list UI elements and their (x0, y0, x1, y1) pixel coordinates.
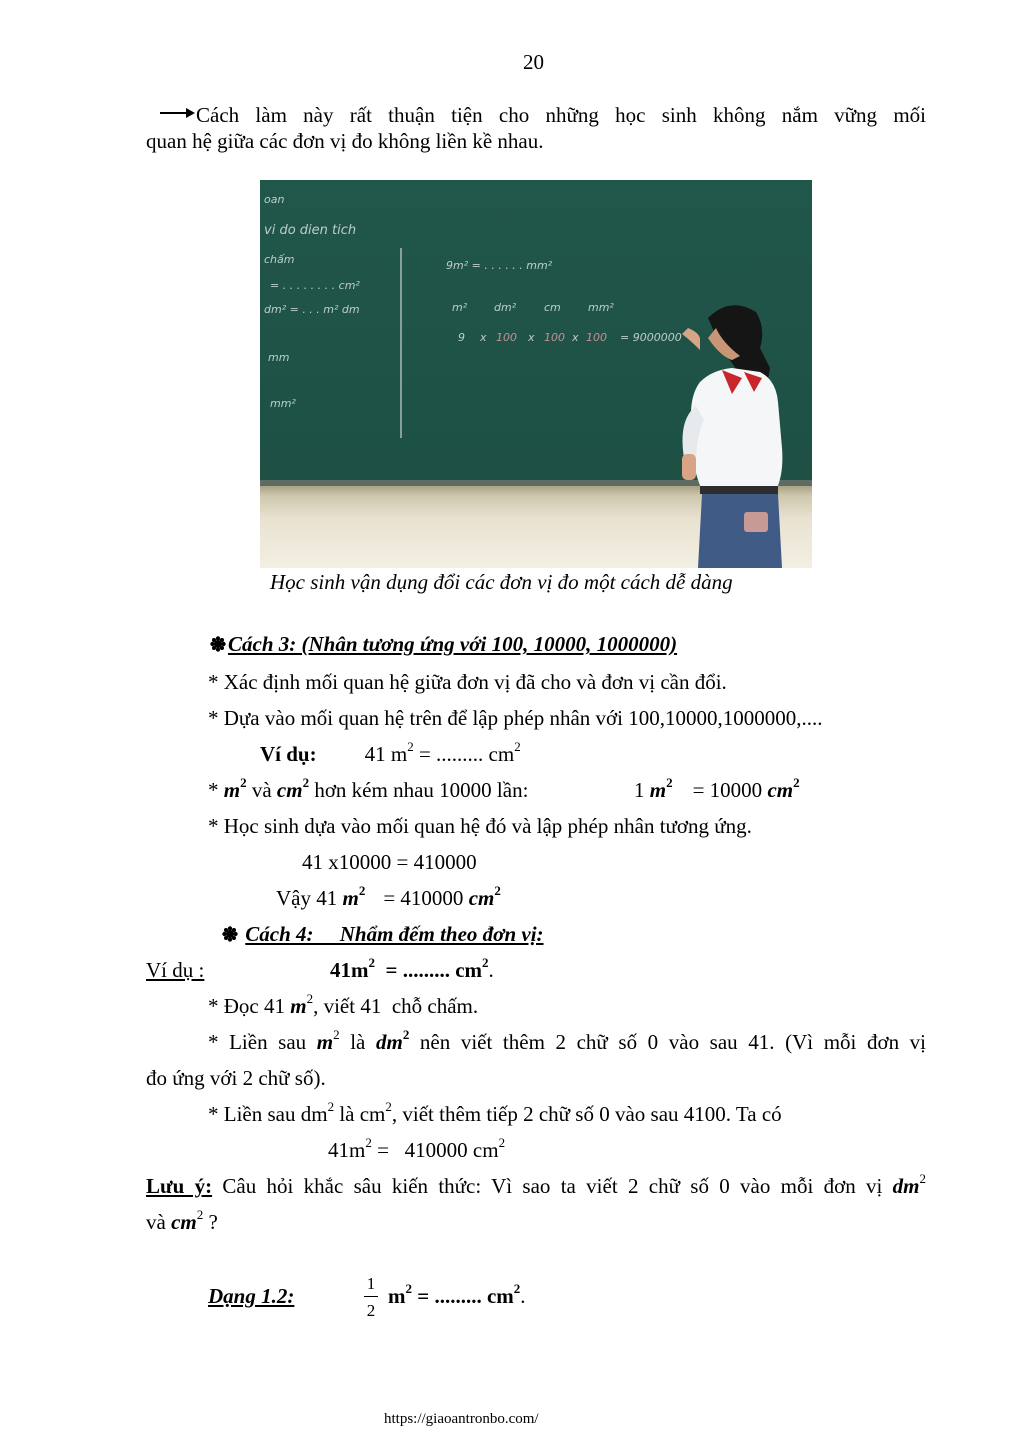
arrow-right-icon (158, 103, 196, 117)
board-symbol: x (480, 331, 487, 344)
board-text: 9m² = . . . . . . mm² (446, 259, 553, 272)
classroom-photo (260, 180, 812, 568)
board-text: dm² = . . . m² dm (264, 303, 360, 316)
board-number: 9 (458, 331, 465, 344)
note-line-2: và $cm^2$ ? (146, 1207, 218, 1234)
board-unit: m² (452, 301, 468, 314)
dang-label: Dạng 1.2: (208, 1284, 295, 1308)
cach3-step1: * Xác định mối quan hệ giữa đơn vị đã cho và đơn vị cần đổi. (208, 670, 727, 694)
board-text: vi do dien tich (264, 223, 357, 238)
intro-line-2: quan hệ giữa các đơn vị đo không liền kề nhau. (146, 129, 544, 153)
board-number: 100 (544, 331, 565, 344)
note-line-1: Lưu ý: Câu hỏi khắc sâu kiến thức: Vì sao ta viết 2 chữ số 0 vào mỗi đơn vị $dm^2$ (146, 1171, 927, 1198)
board-text: mm² (270, 397, 296, 410)
cach4-final: $41m^2 = 410000$ $cm^2$ (328, 1135, 506, 1162)
flower-bullet-icon (222, 926, 238, 942)
cach3-heading (210, 634, 677, 655)
cach3-title: Cách 3: (Nhân tương ứng với 100, 10000, 1000000) (228, 632, 678, 656)
board-number: 100 (496, 331, 517, 344)
cach3-result: Vậy 41 $m^2 = 410000$ $cm^2$ (276, 883, 501, 910)
photo-caption: Học sinh vận dụng đổi các đơn vị đo một cách dễ dàng (270, 570, 733, 594)
board-text: chấm (264, 253, 295, 266)
page-number: 20 (523, 50, 544, 74)
cach4-after1-line2: đo ứng với 2 chữ số). (146, 1066, 326, 1090)
cach4-after1-line1: * Liền sau $m^2$ là $dm^2$ nên viết thêm 2 chữ số 0 vào sau 41. (Vì mỗi đơn vị (208, 1027, 927, 1054)
cach3-relation-value: 1 $m^2 = 10000$ $cm^2$ (634, 775, 800, 802)
flower-bullet-icon (210, 636, 226, 652)
cach3-step3: * Học sinh dựa vào mối quan hệ đó và lập phép nhân tương ứng. (208, 814, 752, 838)
cach3-calculation: 41 x10000 = 410000 (302, 850, 477, 874)
cach3-relation: * $m^2$ và $cm^2$ hơn kém nhau 10000 lần: (208, 775, 529, 802)
cach4-heading (222, 924, 544, 945)
board-divider-line (400, 248, 402, 438)
board-text: = . . . . . . . . cm² (270, 279, 360, 292)
note-label: Lưu ý: (146, 1174, 213, 1198)
board-text: oan (264, 193, 285, 206)
board-number: 100 (586, 331, 607, 344)
board-unit: cm (544, 301, 561, 314)
board-symbol: x (528, 331, 535, 344)
footer-url[interactable]: https://giaoantronbo.com/ (384, 1411, 539, 1427)
cach3-example: Ví dụ: 41 $m^2$ = ......... $cm^2$ (260, 739, 521, 766)
cach4-title: Cách 4: Nhẩm đếm theo đơn vị: (245, 922, 544, 946)
cach4-after2: * Liền sau $dm^2$ là $cm^2$, viết thêm tiếp 2 chữ số 0 vào sau 4100. Ta có (208, 1099, 782, 1126)
dang-expression: $m^2$ = ......... $cm^2$. (388, 1281, 526, 1308)
cach4-example: $41m^2$ = ......... $cm^2$. (330, 955, 494, 982)
intro-line-1: Cách làm này rất thuận tiện cho những học sinh không nắm vững mối (158, 103, 926, 126)
example-label: Ví dụ: (260, 742, 317, 766)
board-number: = 9000000 (620, 331, 682, 344)
cach3-step2: * Dựa vào mối quan hệ trên để lập phép nhân với 100,10000,1000000,.... (208, 706, 823, 730)
board-unit: mm² (588, 301, 614, 314)
board-text: mm (268, 351, 290, 364)
board-unit: dm² (494, 301, 517, 314)
board-symbol: x (572, 331, 579, 344)
cach4-read: * Đọc 41 $m^2$, viết 41 chỗ chấm. (208, 991, 479, 1018)
student-figure (660, 298, 800, 568)
fraction-bar (364, 1296, 378, 1297)
fraction-denominator: 2 (366, 1301, 376, 1320)
fraction-numerator: 1 (366, 1274, 376, 1293)
cach4-example-label: Ví dụ : (146, 958, 205, 982)
